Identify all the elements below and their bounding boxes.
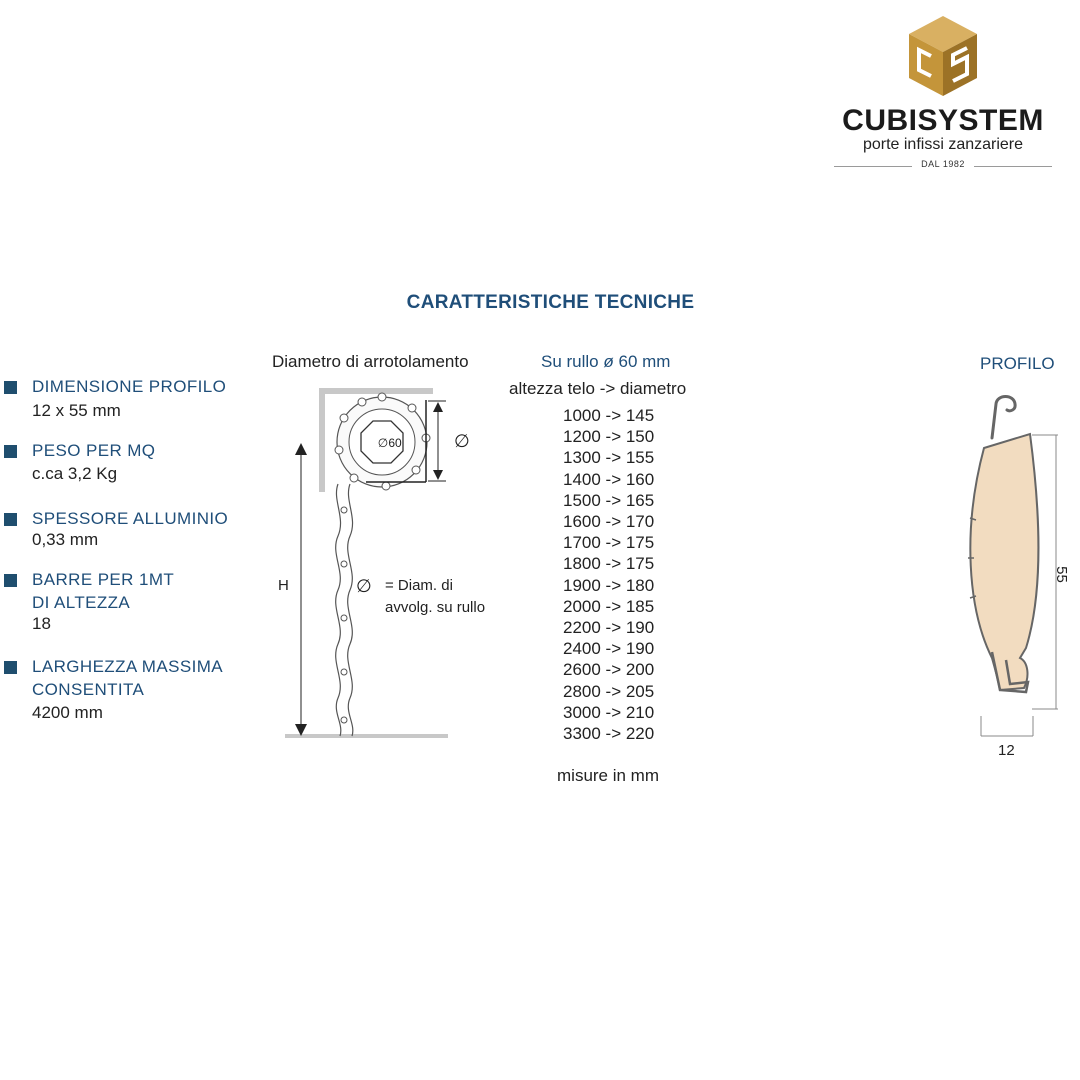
diameter-symbol: ∅ bbox=[454, 431, 470, 452]
table-row: 1600 -> 170 bbox=[563, 512, 655, 532]
table-footer: misure in mm bbox=[557, 766, 660, 785]
table-row: 1200 -> 150 bbox=[563, 427, 655, 447]
bullet-icon bbox=[4, 381, 17, 394]
table-row: 1700 -> 175 bbox=[563, 533, 655, 553]
table-row: 1800 -> 175 bbox=[563, 554, 655, 574]
spec-label: SPESSORE ALLUMINIO bbox=[32, 509, 229, 528]
profile-width-dim: 12 bbox=[998, 742, 1015, 759]
profile-drawing bbox=[940, 390, 1060, 770]
table-row: 2800 -> 205 bbox=[563, 681, 655, 701]
table-header: altezza telo -> diametro bbox=[509, 379, 687, 398]
spec-label: DI ALTEZZA bbox=[32, 593, 131, 612]
legend-line2: avvolg. su rullo bbox=[385, 599, 486, 616]
spec-value: 18 bbox=[32, 614, 51, 633]
spec-value: 4200 mm bbox=[32, 703, 103, 722]
brand-tagline: porte infissi zanzariere bbox=[862, 136, 1024, 153]
rullo-title-symbol: ø bbox=[603, 352, 614, 371]
spec-label: LARGHEZZA MASSIMA bbox=[32, 657, 224, 676]
spec-label: DIMENSIONE PROFILO bbox=[32, 377, 227, 396]
table-row: 1000 -> 145 bbox=[563, 406, 655, 425]
svg-text:∅: ∅ bbox=[377, 436, 389, 450]
table-row: 2200 -> 190 bbox=[563, 618, 655, 638]
profile-body bbox=[970, 434, 1038, 690]
brand-logo bbox=[830, 12, 1056, 172]
height-label: H bbox=[278, 577, 289, 594]
table-row: 2400 -> 190 bbox=[563, 639, 655, 659]
diagram-title: Diametro di arrotolamento bbox=[272, 352, 469, 371]
spec-value: 0,33 mm bbox=[32, 530, 99, 549]
table-row: 1300 -> 155 bbox=[563, 448, 655, 468]
spec-value: c.ca 3,2 Kg bbox=[32, 464, 118, 483]
spec-label: BARRE PER 1MT bbox=[32, 570, 175, 589]
table-row: 2000 -> 185 bbox=[563, 596, 655, 616]
brand-since-row bbox=[834, 160, 1052, 172]
table-row: 1500 -> 165 bbox=[563, 490, 655, 510]
roll-table-rows bbox=[563, 405, 654, 744]
profile-title: PROFILO bbox=[980, 354, 1055, 373]
table-row: 3300 -> 220 bbox=[563, 724, 655, 744]
bullet-icon bbox=[4, 661, 17, 674]
spec-label: CONSENTITA bbox=[32, 680, 145, 699]
table-row: 2600 -> 200 bbox=[563, 660, 655, 680]
section-heading: CARATTERISTICHE TECNICHE bbox=[406, 292, 695, 313]
rullo-title-value: 60 mm bbox=[618, 352, 671, 371]
spec-value: 12 x 55 mm bbox=[32, 401, 121, 420]
spec-label: PESO PER MQ bbox=[32, 441, 156, 460]
rullo-title-prefix: Su rullo bbox=[541, 352, 599, 371]
bullet-icon bbox=[4, 513, 17, 526]
brand-name: CUBISYSTEM bbox=[842, 104, 1044, 137]
core-label: 60 bbox=[388, 436, 402, 450]
rullo-title bbox=[541, 352, 670, 372]
divider bbox=[974, 166, 1052, 167]
winding-diagram bbox=[270, 380, 510, 750]
bullet-icon bbox=[4, 574, 17, 587]
legend-line1: = Diam. di bbox=[385, 577, 453, 594]
table-row: 3000 -> 210 bbox=[563, 702, 655, 722]
cube-logo-icon bbox=[903, 12, 983, 100]
bullet-icon bbox=[4, 445, 17, 458]
table-row: 1900 -> 180 bbox=[563, 575, 655, 595]
table-row: 1400 -> 160 bbox=[563, 469, 655, 489]
profile-height-dim: 55 bbox=[1052, 566, 1070, 583]
legend-symbol: ∅ bbox=[356, 576, 372, 597]
brand-since: DAL 1982 bbox=[921, 159, 965, 169]
